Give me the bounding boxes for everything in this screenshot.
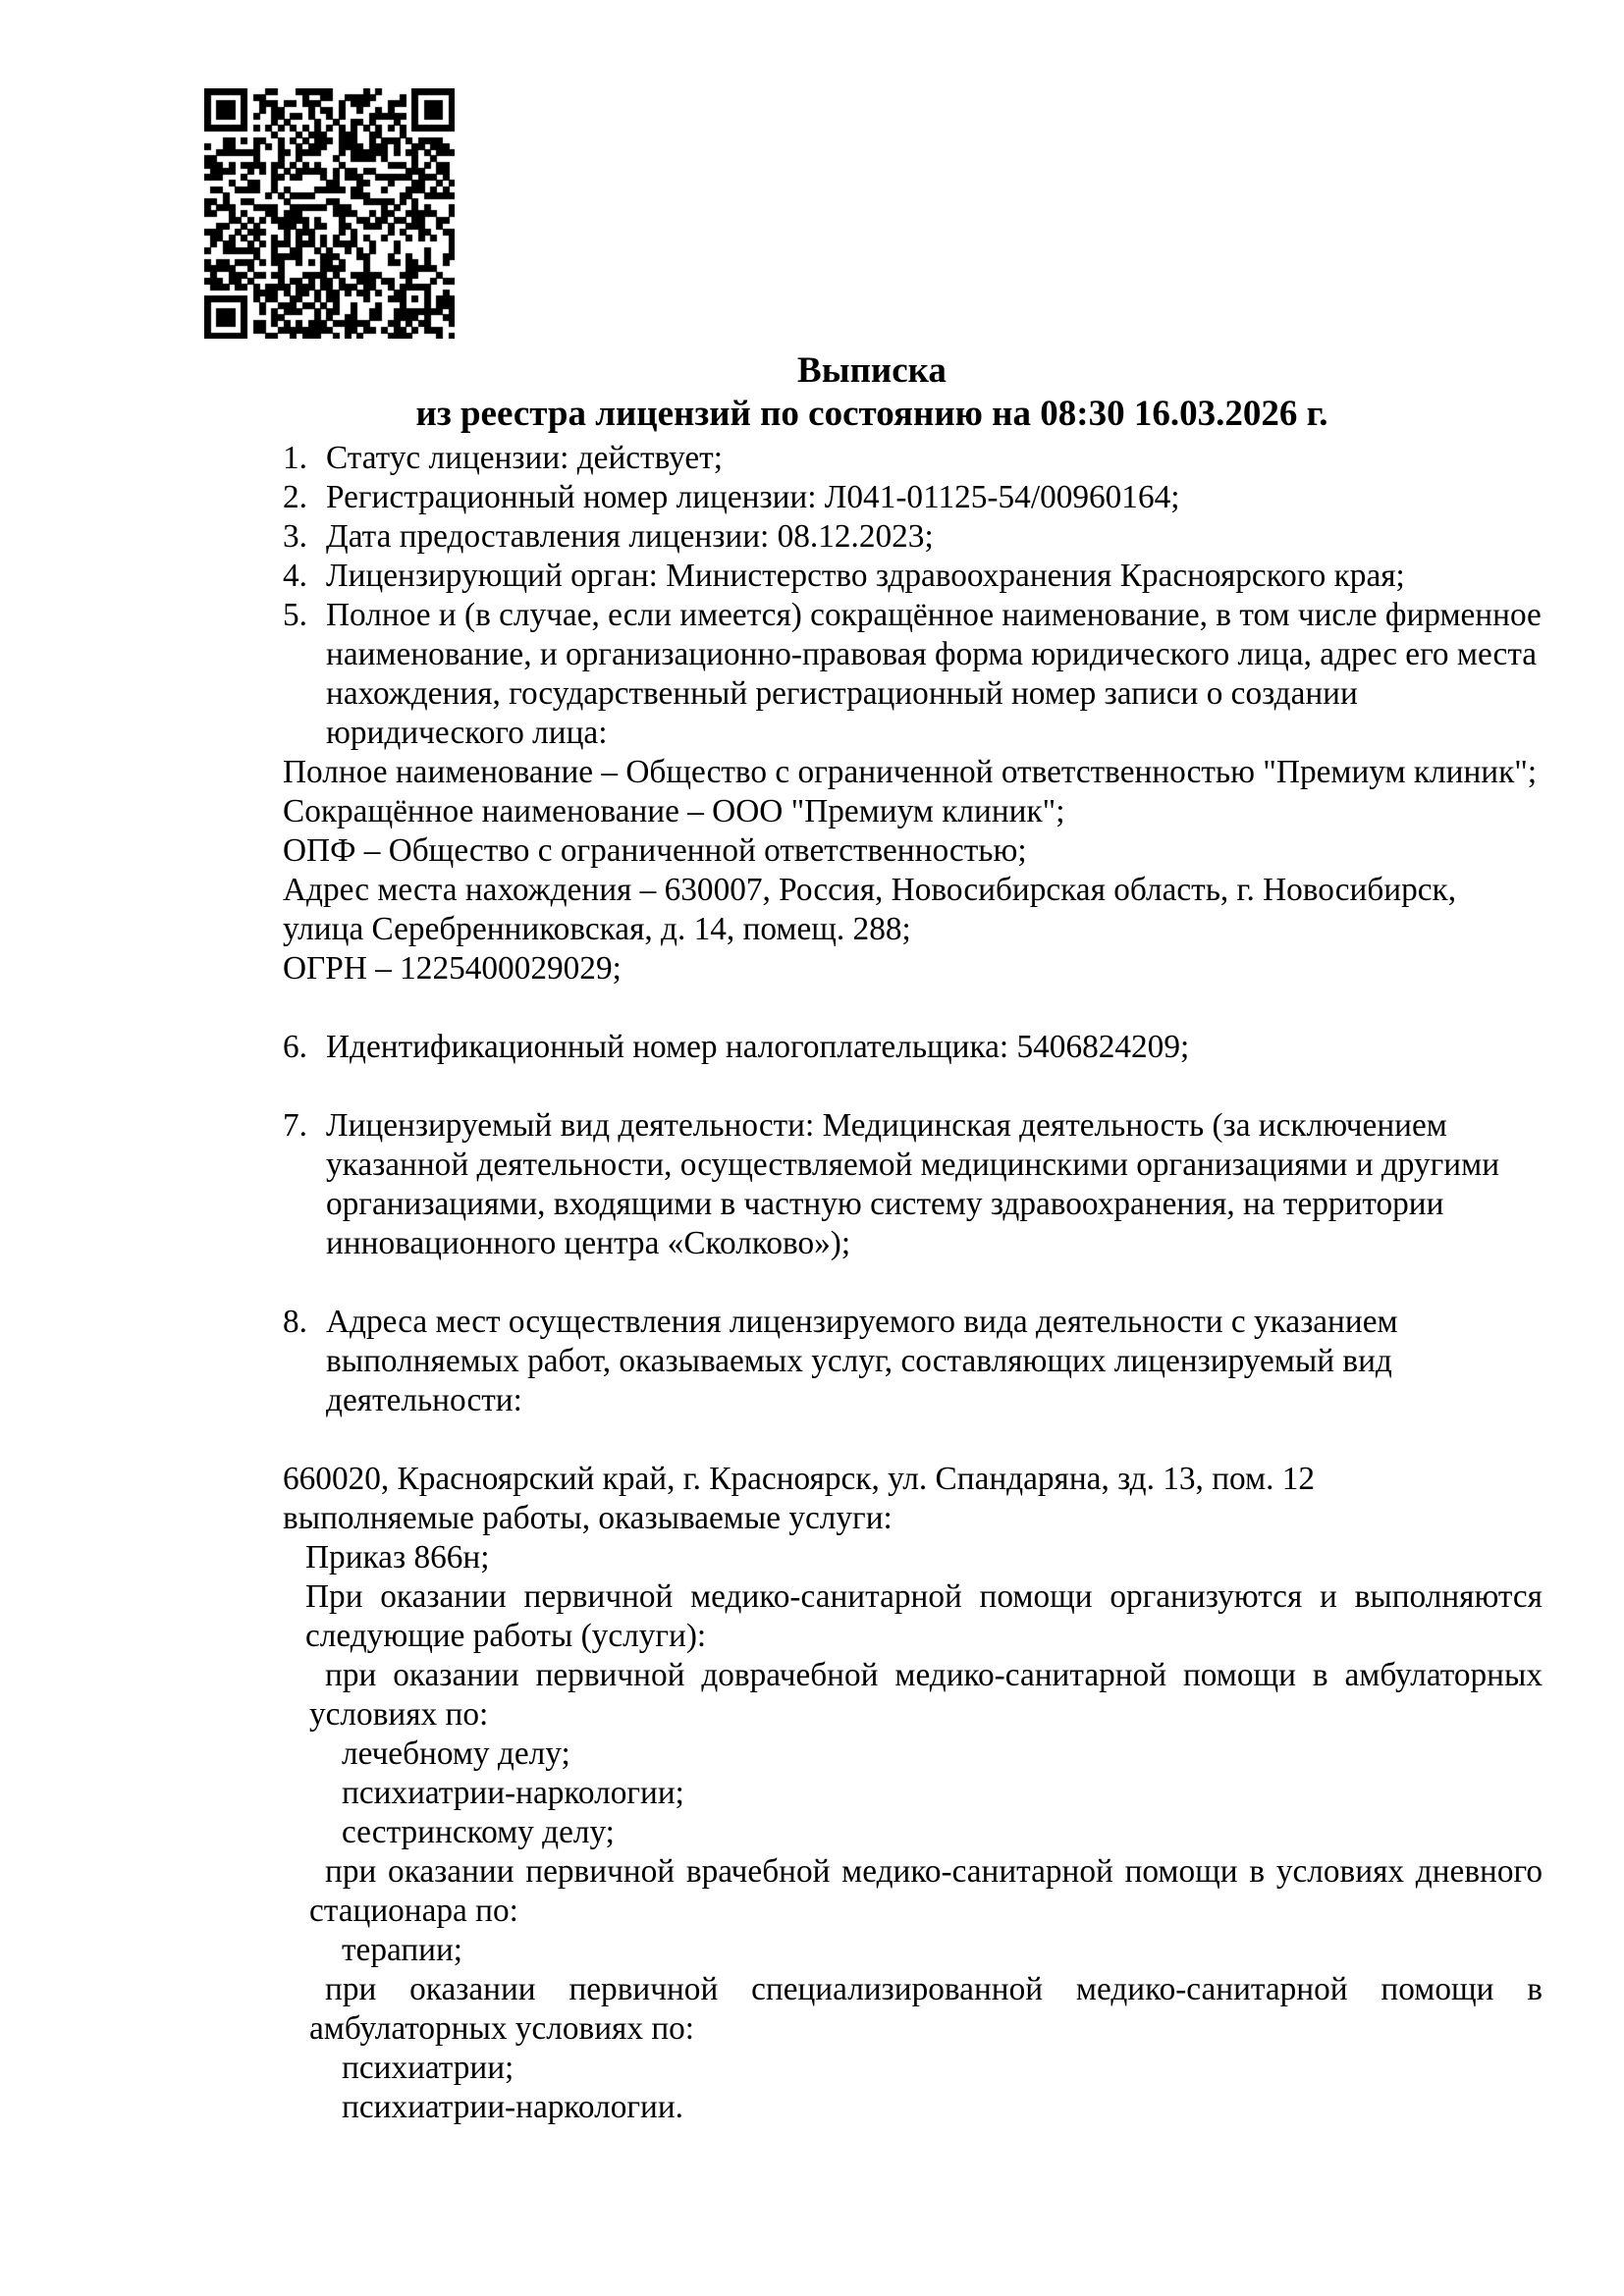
specialty-item: сестринскому делу; xyxy=(342,1814,615,1850)
numbered-item-3: 3. Дата предоставления лицензии: 08.12.2023; xyxy=(283,518,934,555)
works-label: выполняемые работы, оказываемые услуги: xyxy=(283,1500,893,1536)
specialty-item: психиатрии; xyxy=(342,2050,514,2086)
numbered-item-1: 1. Статус лицензии: действует; xyxy=(283,440,723,476)
blank-line xyxy=(283,1420,1543,1460)
org-legal-form: ОПФ – Общество с ограниченной ответственностью; xyxy=(283,832,1027,869)
order-reference: Приказ 866н; xyxy=(305,1539,490,1575)
specialty-item: психиатрии-наркологии; xyxy=(342,1775,684,1811)
doc-body xyxy=(283,439,1543,2127)
specialty-item: психиатрии-наркологии. xyxy=(342,2089,683,2125)
numbered-item-8: 8. Адреса мест осуществления лицензируемого вида деятельности с указанием выполняемых работ, оказываемых услуг, составляющих лицензируемый вид деятельности: xyxy=(283,1304,1398,1418)
numbered-item-5: 5. Полное и (в случае, если имеется) сокращённое наименование, в том числе фирменное наименование, и организационно-правовая форма юридического лица, адрес его места нахождения, государственный регистрационный номер записи о создании юридического лица: xyxy=(283,597,1542,751)
work-group-3: при оказании первичной специализированной медико-санитарной помощи в амбулаторных условиях по: xyxy=(309,1971,1543,2047)
work-place-address: 660020, Красноярский край, г. Красноярск, ул. Спандаряна, зд. 13, пом. 12 xyxy=(283,1461,1316,1497)
doc-subtitle: из реестра лицензий по состоянию на 08:30 16.03.2026 г. xyxy=(415,394,1328,434)
doc-title: Выписка xyxy=(797,350,947,391)
qr-code-icon xyxy=(204,88,455,339)
numbered-item-2: 2. Регистрационный номер лицензии: Л041-01125-54/00960164; xyxy=(283,479,1180,515)
org-short-name: Сокращённое наименование – ООО "Премиум клиник"; xyxy=(283,793,1065,829)
document-content xyxy=(283,349,1543,2127)
blank-line xyxy=(283,988,1543,1028)
item-number: 3. xyxy=(283,518,307,555)
item-number: 1. xyxy=(283,440,307,476)
org-address: Адрес места нахождения – 630007, Россия, Новосибирская область, г. Новосибирск, улица Серебренниковская, д. 14, помещ. 288; xyxy=(283,872,1457,947)
numbered-item-6: 6. Идентификационный номер налогоплательщика: 5406824209; xyxy=(283,1029,1190,1065)
works-intro: При оказании первичной медико-санитарной помощи организуются и выполняются следующие работы (услуги): xyxy=(305,1578,1543,1654)
doc-heading xyxy=(283,349,1461,436)
item-number: 2. xyxy=(283,479,307,515)
blank-line xyxy=(283,1263,1543,1303)
item-number: 5. xyxy=(283,597,307,633)
item-number: 7. xyxy=(283,1107,307,1144)
org-ogrn: ОГРН – 1225400029029; xyxy=(283,950,622,987)
numbered-item-7: 7. Лицензируемый вид деятельности: Медицинская деятельность (за исключением указанной деятельности, осуществляемой медицинскими организациями и другими организациями, входящими в частную систему здравоохранения, на территории инновационного центра «Сколково»); xyxy=(283,1107,1500,1261)
item-number: 4. xyxy=(283,558,307,594)
work-group-1: при оказании первичной доврачебной медико-санитарной помощи в амбулаторных условиях по: xyxy=(309,1657,1543,1733)
item-number: 6. xyxy=(283,1029,307,1065)
org-full-name: Полное наименование – Общество с ограниченной ответственностью "Премиум клиник"; xyxy=(283,754,1538,790)
item-number: 8. xyxy=(283,1304,307,1340)
work-group-2: при оказании первичной врачебной медико-санитарной помощи в условиях дневного стационара по: xyxy=(309,1853,1543,1929)
numbered-item-4: 4. Лицензирующий орган: Министерство здравоохранения Красноярского края; xyxy=(283,558,1405,594)
specialty-item: терапии; xyxy=(342,1932,463,1968)
specialty-item: лечебному делу; xyxy=(342,1735,570,1772)
blank-line xyxy=(283,1067,1543,1106)
